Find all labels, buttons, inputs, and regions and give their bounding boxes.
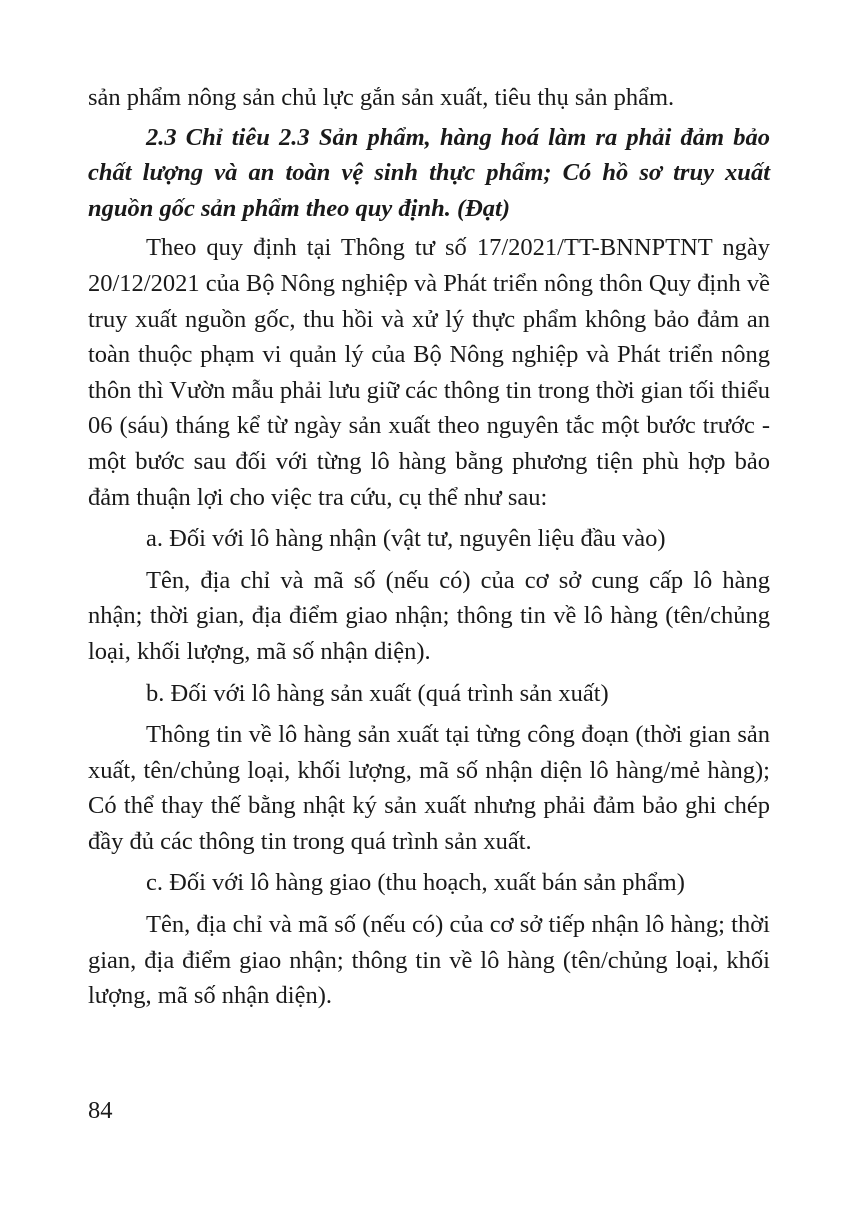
subheading-c: c. Đối với lô hàng giao (thu hoạch, xuất bán sản phẩm) bbox=[146, 869, 685, 897]
section-heading: 2.3 Chỉ tiêu 2.3 Sản phẩm, hàng hoá làm ra phải đảm bảo chất lượng và an toàn vệ sinh thực phẩm; Có hồ sơ truy xuất nguồn gốc sản phẩm theo quy định. (Đạt) bbox=[88, 123, 770, 222]
subheading-a: a. Đối với lô hàng nhận (vật tư, nguyên liệu đầu vào) bbox=[146, 525, 666, 553]
page-number: 84 bbox=[88, 1097, 113, 1124]
document-page bbox=[88, 80, 770, 1014]
body-paragraph-c: Tên, địa chỉ và mã số (nếu có) của cơ sở tiếp nhận lô hàng; thời gian, địa điểm giao nhận; thông tin về lô hàng (tên/chủng loại, khối lượng, mã số nhận diện). bbox=[88, 911, 770, 1010]
body-paragraph-a: Tên, địa chỉ và mã số (nếu có) của cơ sở cung cấp lô hàng nhận; thời gian, địa điểm giao nhận; thông tin về lô hàng (tên/chủng loại, khối lượng, mã số nhận diện). bbox=[88, 566, 770, 665]
subheading-b: b. Đối với lô hàng sản xuất (quá trình sản xuất) bbox=[146, 679, 609, 707]
body-paragraph-b: Thông tin về lô hàng sản xuất tại từng công đoạn (thời gian sản xuất, tên/chủng loại, khối lượng, mã số nhận diện lô hàng/mẻ hàng); Có thể thay thế bằng nhật ký sản xuất nhưng phải đảm bảo ghi chép đầy đủ các thông tin trong quá trình sản xuất. bbox=[88, 721, 770, 855]
continuation-paragraph: sản phẩm nông sản chủ lực gắn sản xuất, tiêu thụ sản phẩm. bbox=[88, 84, 675, 111]
body-paragraph-regulation: Theo quy định tại Thông tư số 17/2021/TT-BNNPTNT ngày 20/12/2021 của Bộ Nông nghiệp và Phát triển nông thôn Quy định về truy xuất nguồn gốc, thu hồi và xử lý thực phẩm không bảo đảm an toàn thuộc phạm vi quản lý của Bộ Nông nghiệp và Phát triển nông thôn thì Vườn mẫu phải lưu giữ các thông tin trong thời gian tối thiểu 06 (sáu) tháng kể từ ngày sản xuất theo nguyên tắc một bước trước - một bước sau đối với từng lô hàng bằng phương tiện phù hợp bảo đảm thuận lợi cho việc tra cứu, cụ thể như sau: bbox=[88, 234, 770, 511]
